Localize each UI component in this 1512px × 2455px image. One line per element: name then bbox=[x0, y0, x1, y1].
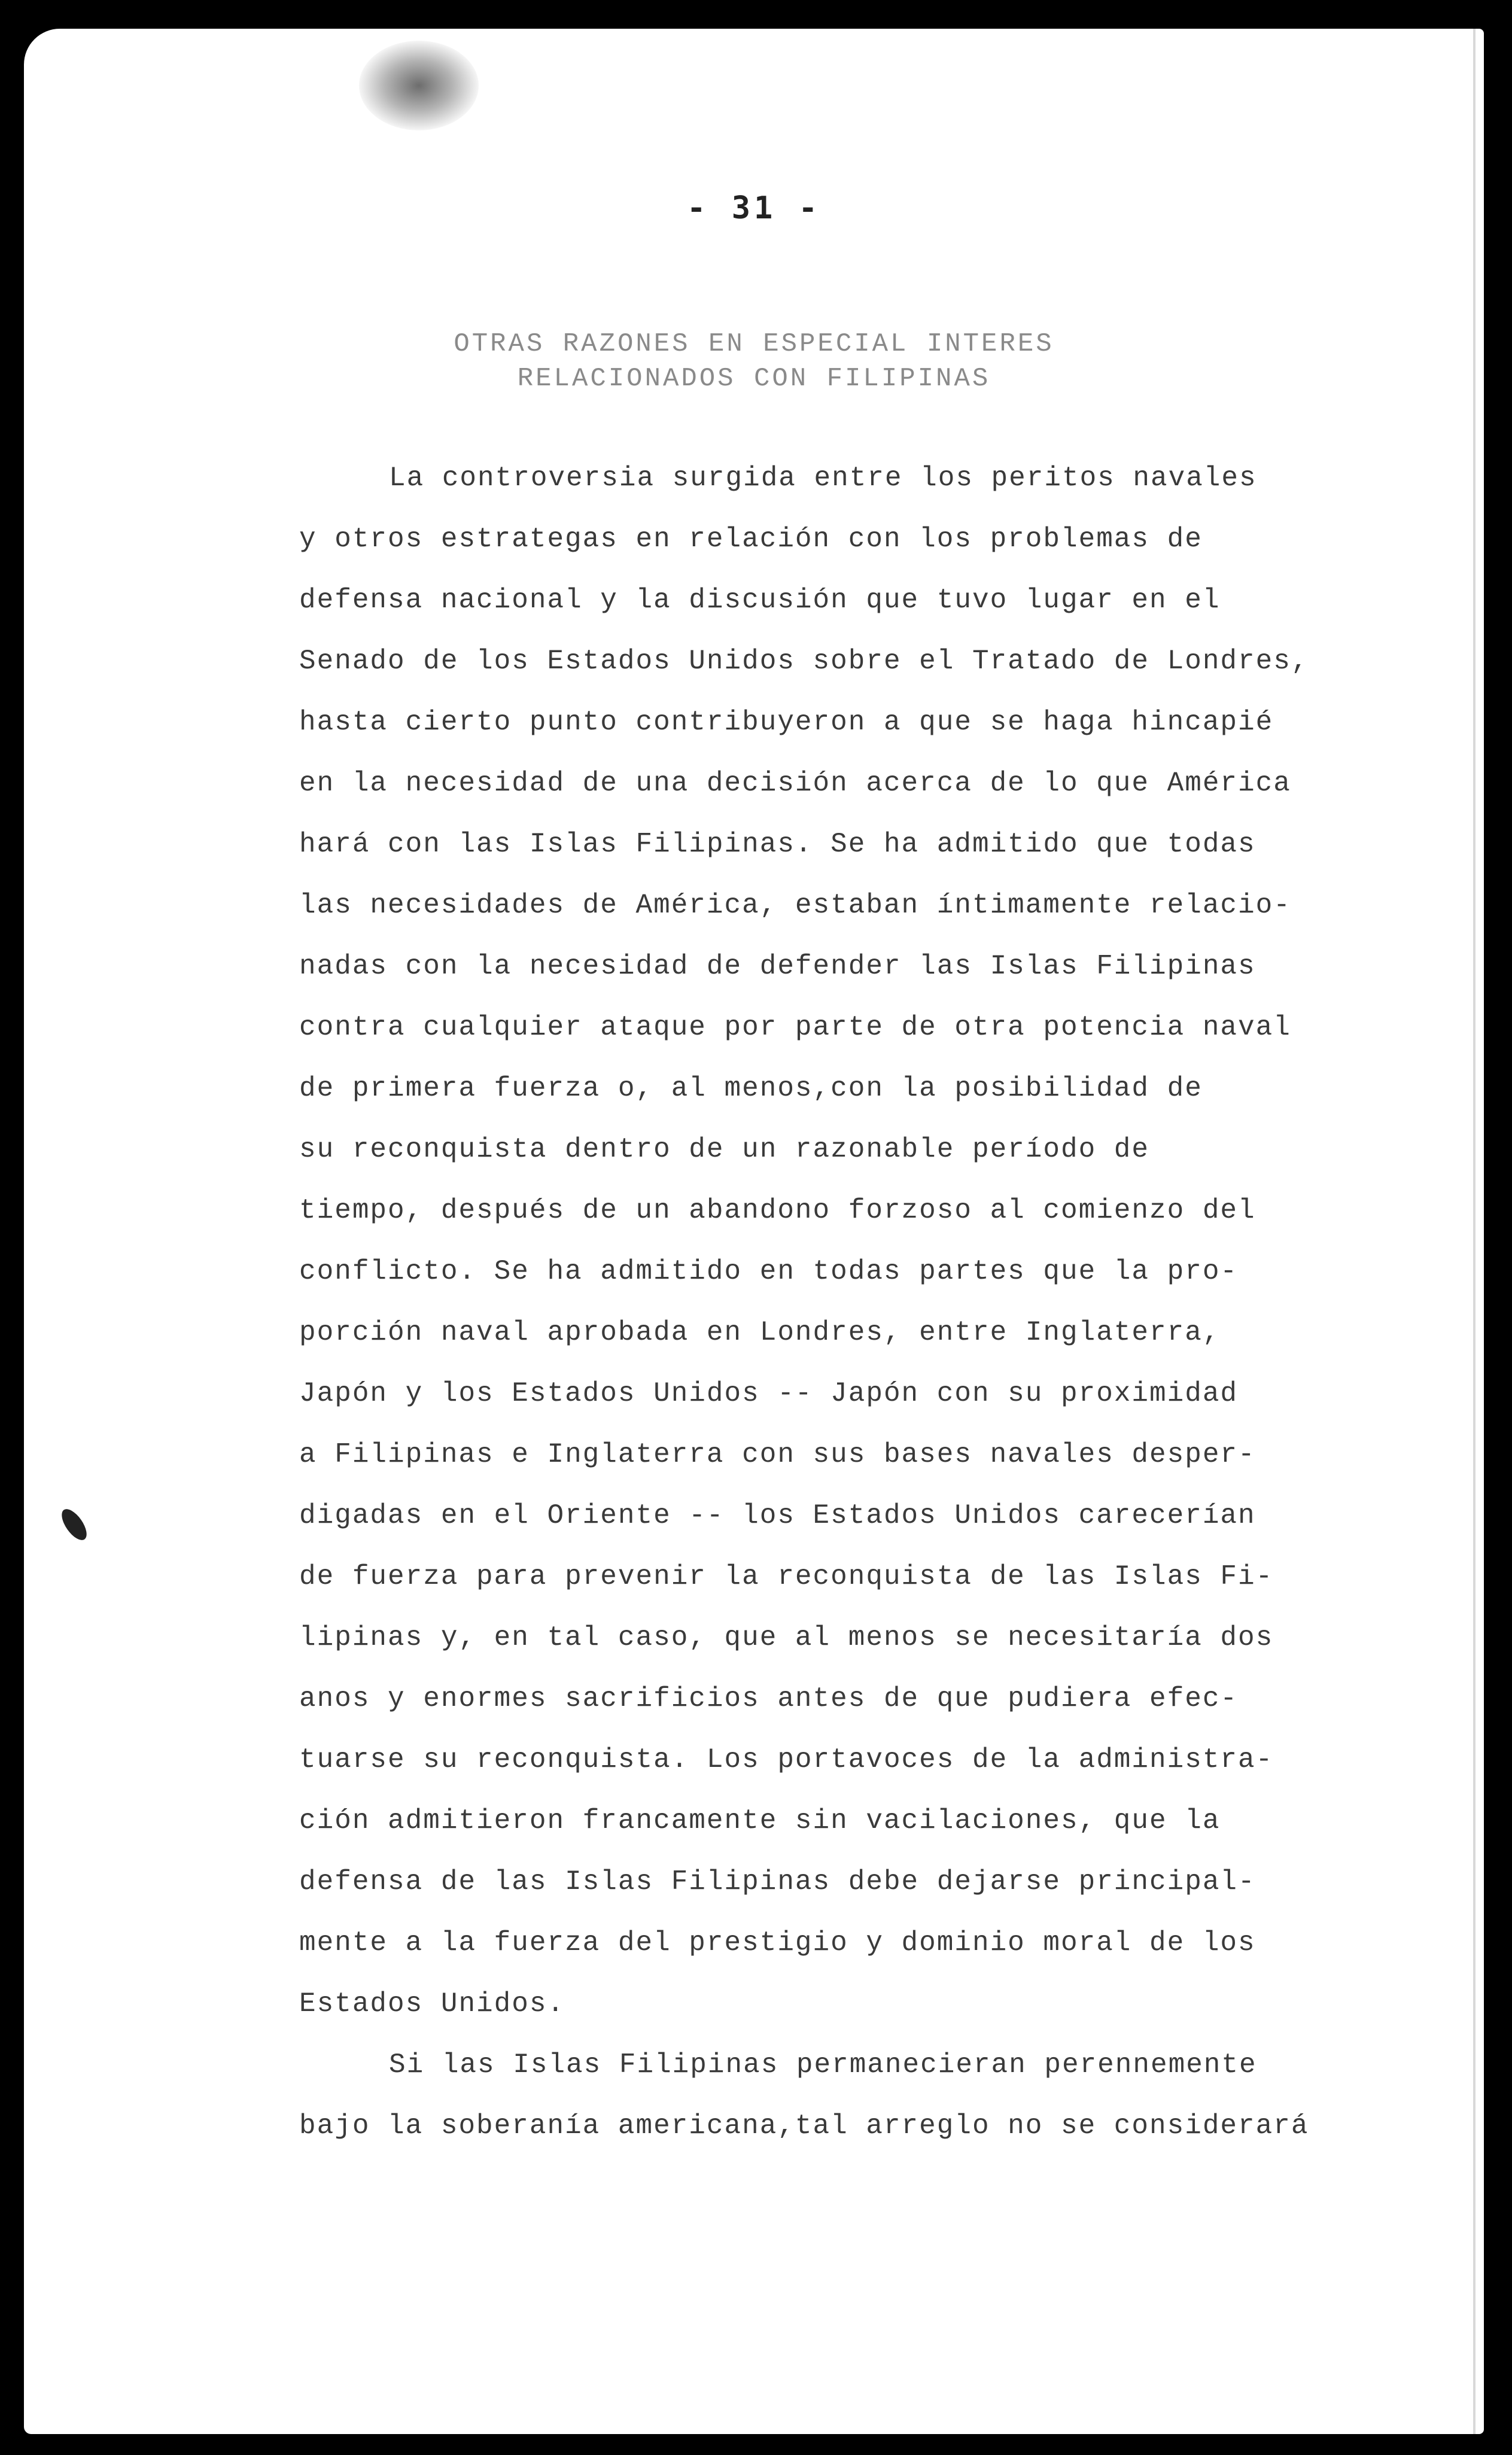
margin-mark bbox=[57, 1505, 91, 1544]
text-line: conflicto. Se ha admitido en todas partes que la pro- bbox=[299, 1256, 1239, 1287]
text-line: Estados Unidos. bbox=[299, 1988, 565, 2019]
text-line: porción naval aprobada en Londres, entre Inglaterra, bbox=[299, 1317, 1221, 1348]
text-line: digadas en el Oriente -- los Estados Unidos carecerían bbox=[299, 1500, 1256, 1531]
text-line: Japón y los Estados Unidos -- Japón con su proximidad bbox=[299, 1378, 1239, 1409]
ink-smudge bbox=[359, 41, 479, 130]
section-heading-line-2: RELACIONADOS CON FILIPINAS bbox=[517, 364, 991, 394]
document-page bbox=[24, 29, 1484, 2434]
text-line: de fuerza para prevenir la reconquista de las Islas Fi- bbox=[299, 1561, 1274, 1592]
text-line: ción admitieron francamente sin vacilaciones, que la bbox=[299, 1805, 1221, 1836]
text-line: hará con las Islas Filipinas. Se ha admitido que todas bbox=[299, 829, 1256, 860]
text-line: las necesidades de América, estaban íntimamente relacio- bbox=[299, 890, 1291, 921]
page-number: - 31 - bbox=[687, 190, 821, 226]
text-line: anos y enormes sacrificios antes de que pudiera efec- bbox=[299, 1683, 1239, 1714]
text-line: Si las Islas Filipinas permanecieran perennemente bbox=[389, 2049, 1257, 2080]
body-text bbox=[299, 448, 1394, 2156]
text-line: defensa de las Islas Filipinas debe dejarse principal- bbox=[299, 1866, 1256, 1897]
text-line: de primera fuerza o, al menos,con la posibilidad de bbox=[299, 1073, 1203, 1104]
text-line: tiempo, después de un abandono forzoso al comienzo del bbox=[299, 1195, 1256, 1226]
text-line: contra cualquier ataque por parte de otra potencia naval bbox=[299, 1012, 1291, 1043]
text-line: hasta cierto punto contribuyeron a que se haga hincapié bbox=[299, 707, 1274, 738]
text-line: tuarse su reconquista. Los portavoces de la administra- bbox=[299, 1744, 1274, 1775]
text-line: lipinas y, en tal caso, que al menos se necesitaría dos bbox=[299, 1622, 1274, 1653]
text-line: nadas con la necesidad de defender las Islas Filipinas bbox=[299, 951, 1256, 982]
text-line: en la necesidad de una decisión acerca de lo que América bbox=[299, 768, 1291, 799]
text-line: Senado de los Estados Unidos sobre el Tratado de Londres, bbox=[299, 646, 1309, 677]
text-line: a Filipinas e Inglaterra con sus bases navales desper- bbox=[299, 1439, 1256, 1470]
section-heading-line-1: OTRAS RAZONES EN ESPECIAL INTERES bbox=[454, 329, 1054, 359]
text-line: su reconquista dentro de un razonable período de bbox=[299, 1134, 1150, 1165]
text-line: y otros estrategas en relación con los problemas de bbox=[299, 524, 1203, 555]
text-line: mente a la fuerza del prestigio y dominio moral de los bbox=[299, 1927, 1256, 1958]
text-line: La controversia surgida entre los peritos navales bbox=[389, 463, 1257, 494]
text-line: defensa nacional y la discusión que tuvo lugar en el bbox=[299, 585, 1221, 616]
text-line: bajo la soberanía americana,tal arreglo no se considerará bbox=[299, 2110, 1309, 2141]
